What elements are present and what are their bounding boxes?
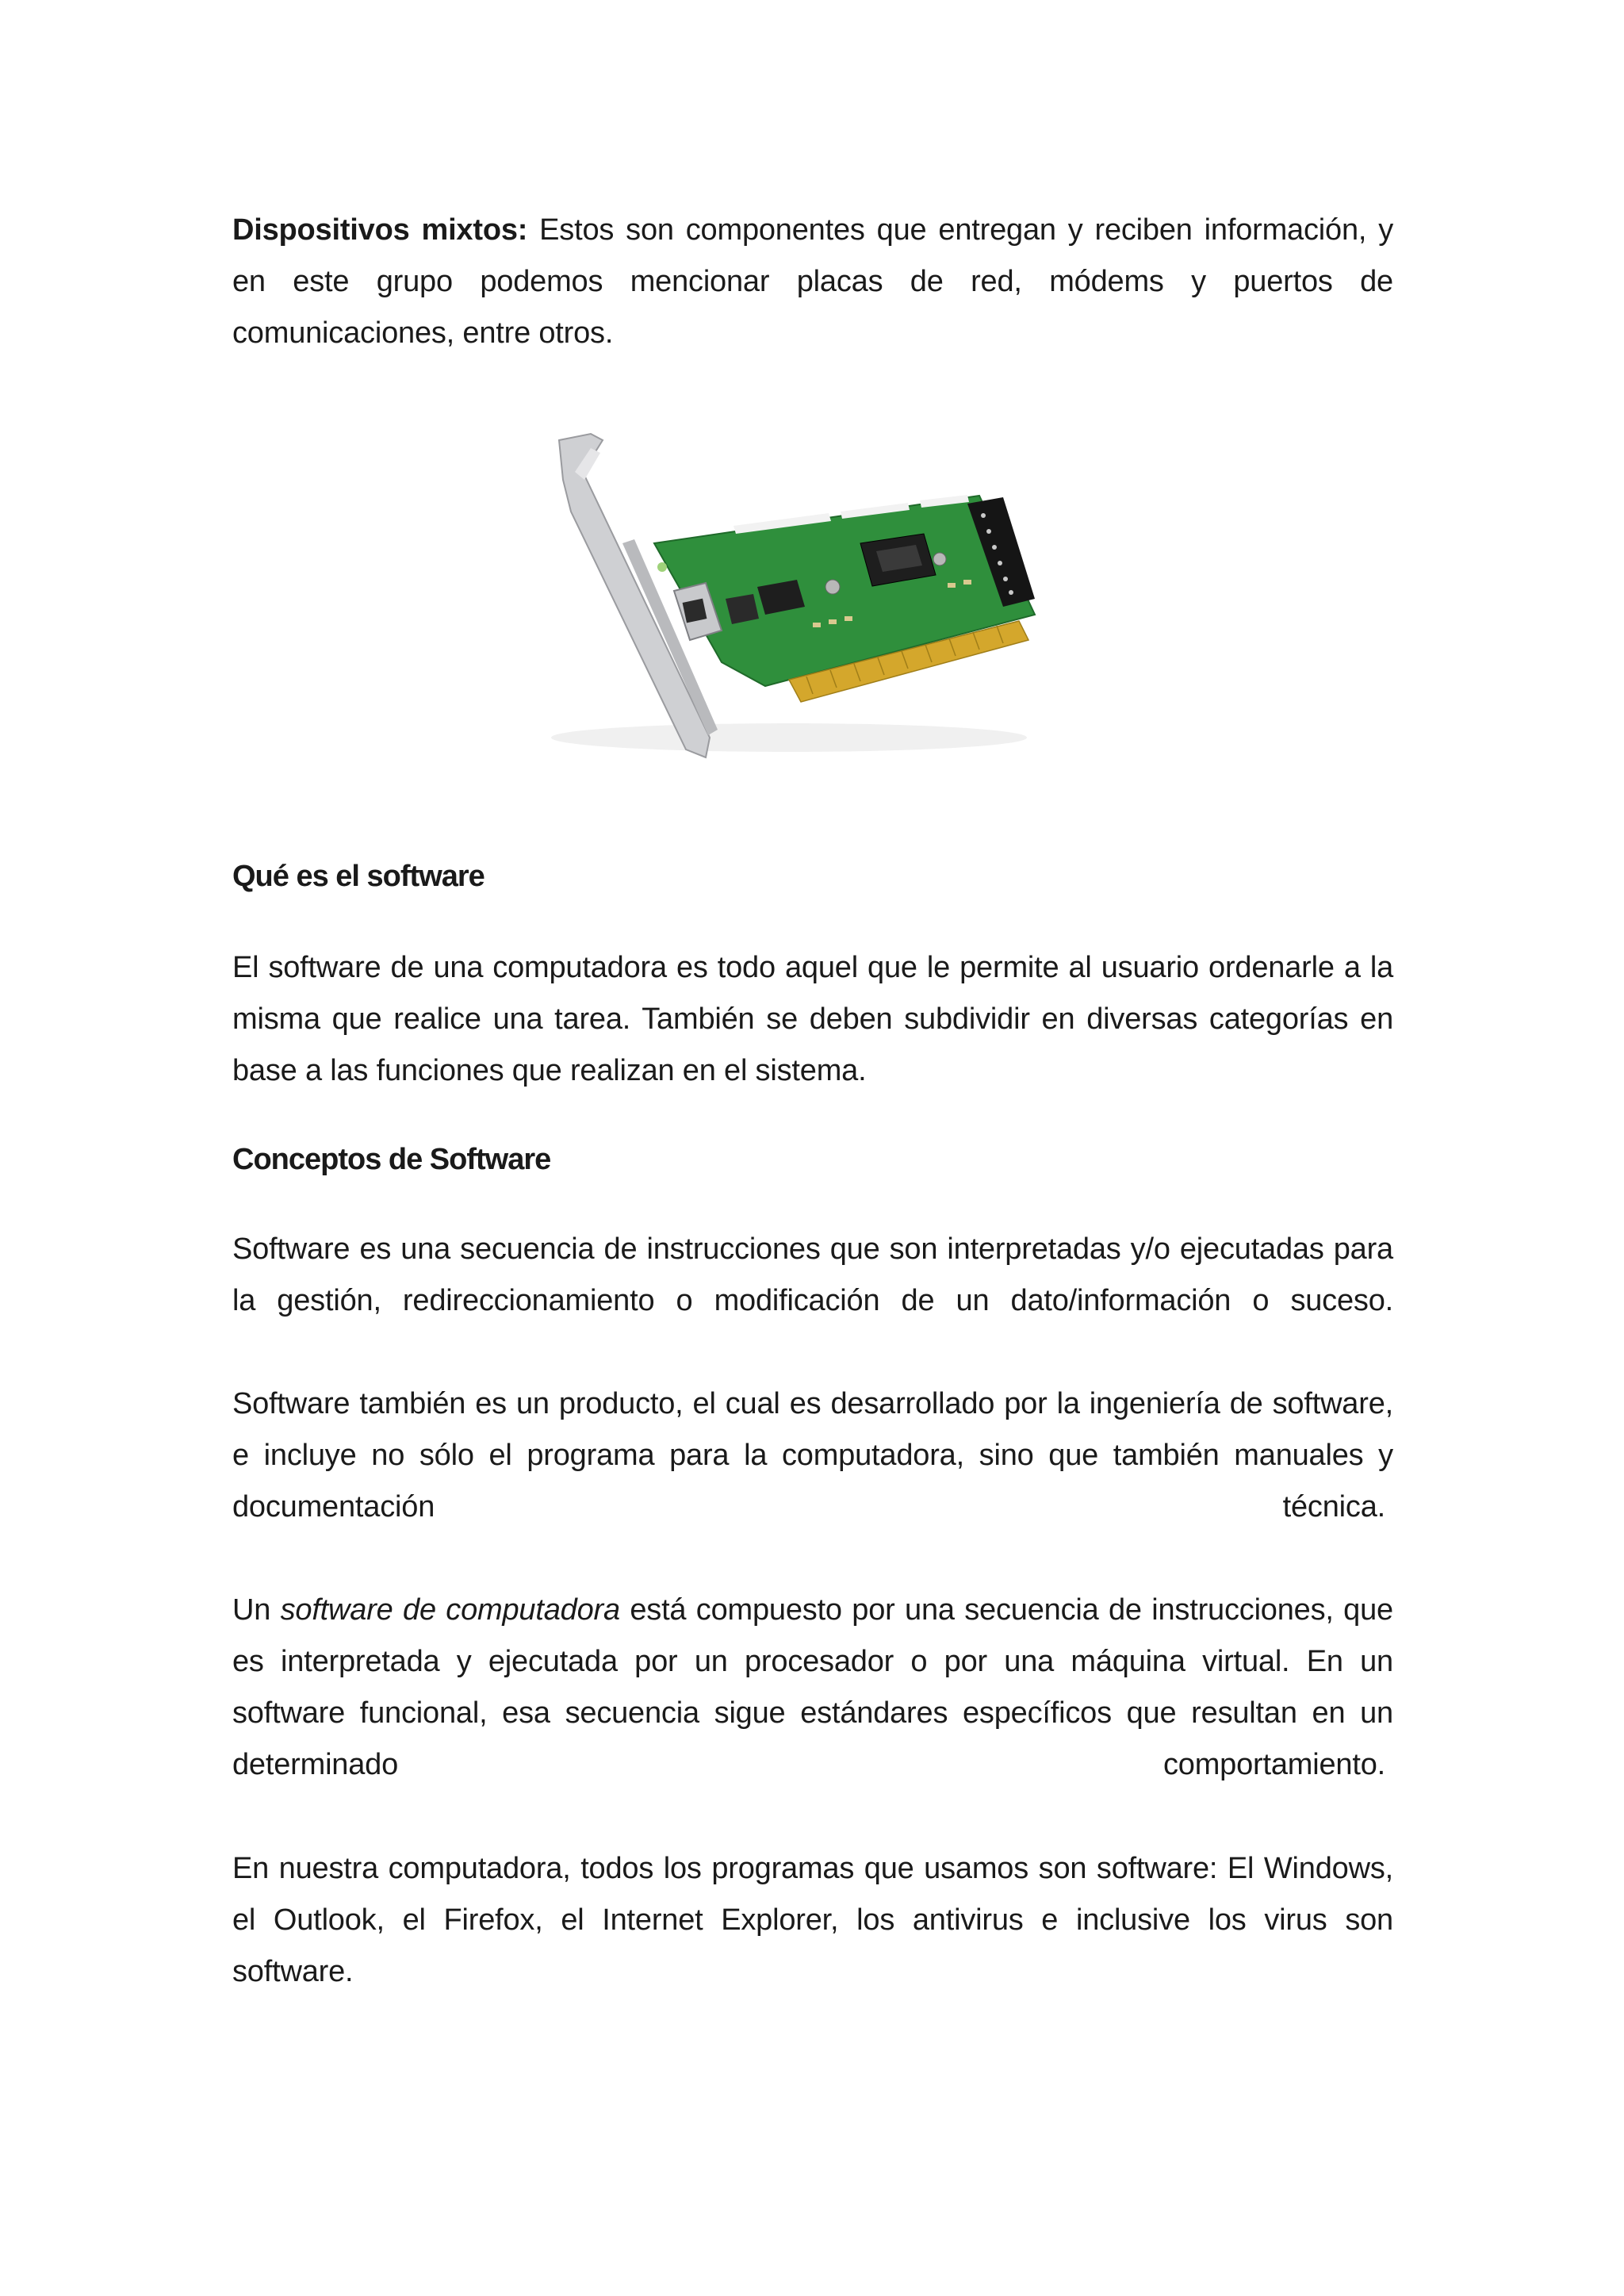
paragraph-concept-1: Software es una secuencia de instrucciones que son interpretadas y/o ejecutadas para la gestión, redireccionamiento o modificación de un dato/información o suceso. bbox=[232, 1232, 1393, 1317]
paragraph-concept-4: En nuestra computadora, todos los programas que usamos son software: El Windows, el Outlook, el Firefox, el Internet Explorer, los antivirus e inclusive los virus son software. bbox=[232, 1852, 1393, 1988]
paragraph-body bbox=[232, 1585, 1393, 1739]
paragraph-concept-2 bbox=[232, 1378, 1393, 1533]
network-card-image bbox=[527, 424, 1051, 773]
paragraph-mixed-devices bbox=[232, 205, 1393, 359]
paragraph-last-left: documentación bbox=[232, 1490, 435, 1524]
paragraph-last-line bbox=[232, 1739, 1393, 1791]
paragraph-body-text: está compuesto por una secuencia de instrucciones, que es interpretada y ejecutada por un procesador o por una máquina virtual. En un software funcional, esa secuencia sigue estándares específicos que resultan en un bbox=[232, 1593, 1393, 1730]
paragraph-italic: software de computadora bbox=[280, 1593, 620, 1627]
paragraph-text: Estos son componentes que entregan y reciben información, y en este grupo podemos mencionar placas de red, módems y puertos de comunicaciones, entre otros. bbox=[232, 213, 1393, 350]
paragraph-pre: Un bbox=[232, 1593, 281, 1627]
heading-software: Qué es el software bbox=[232, 860, 485, 893]
paragraph-body: Software también es un producto, el cual es desarrollado por la ingeniería de software, e incluye no sólo el programa para la computadora, sino que también manuales y bbox=[232, 1387, 1393, 1472]
paragraph-last-line bbox=[232, 1481, 1393, 1533]
paragraph-last-right: comportamiento. bbox=[1162, 1748, 1385, 1781]
paragraph-last-right: técnica. bbox=[1282, 1490, 1385, 1524]
paragraph-concept-3 bbox=[232, 1585, 1393, 1791]
paragraph-software: El software de una computadora es todo aquel que le permite al usuario ordenarle a la misma que realice una tarea. También se deben subdividir en diversas categorías en base a las funciones que realizan en el sistema. bbox=[232, 951, 1393, 1087]
heading-concepts: Conceptos de Software bbox=[232, 1143, 551, 1176]
network-card-icon bbox=[527, 424, 1051, 773]
paragraph-last-left: determinado bbox=[232, 1748, 399, 1781]
paragraph-lead: Dispositivos mixtos: bbox=[232, 213, 528, 247]
